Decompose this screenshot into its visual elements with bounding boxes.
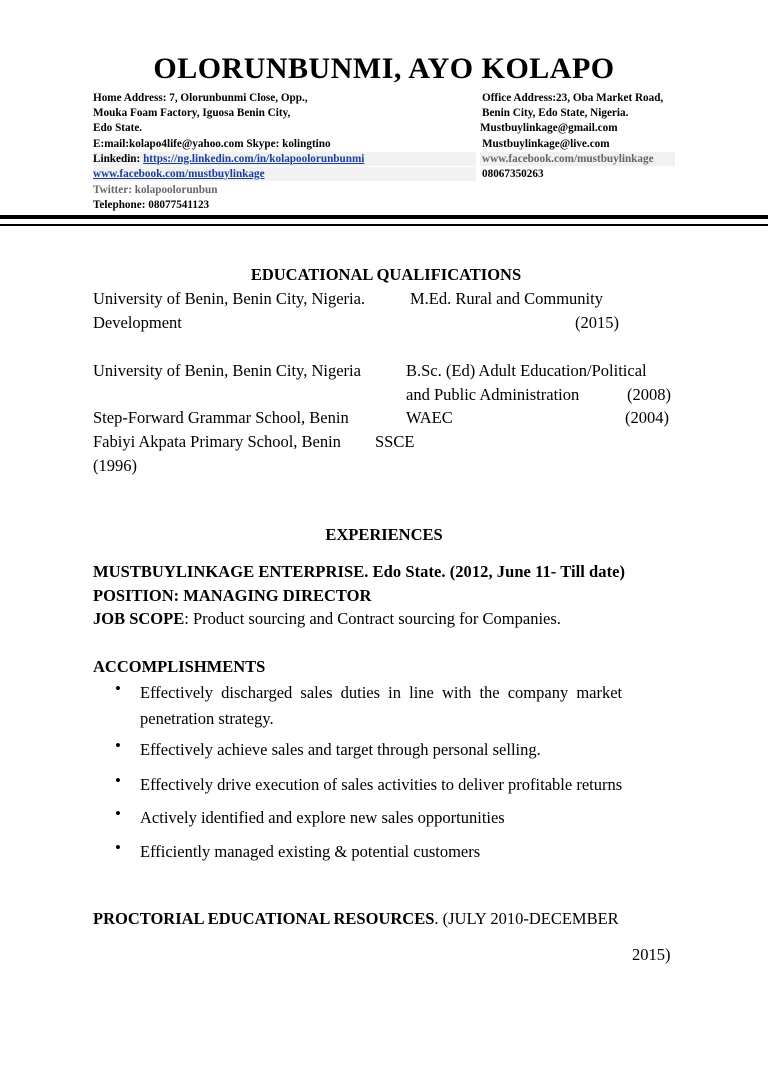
home-address-line-2: Mouka Foam Factory, Iguosa Benin City, <box>93 107 291 119</box>
edu-1-degree-2: Development <box>93 313 182 332</box>
edu-3-school: Step-Forward Grammar School, Benin <box>93 408 349 427</box>
office-address-line-2: Benin City, Edo State, Nigeria. <box>482 107 629 119</box>
accomplishments-heading: ACCOMPLISHMENTS <box>93 657 266 676</box>
edu-4-school: Fabiyi Akpata Primary School, Benin <box>93 432 341 451</box>
bullet-dot: • <box>115 771 121 790</box>
company-1: MUSTBUYLINKAGE ENTERPRISE. Edo State. (2012, June 11- Till date) <box>93 562 626 581</box>
bullet-4: Actively identified and explore new sales opportunities <box>140 808 505 827</box>
edu-2-degree: B.Sc. (Ed) Adult Education/Political <box>406 361 647 380</box>
bullet-1-line-1: Effectively discharged sales duties in line with the company market <box>140 683 623 702</box>
email-skype: E:mail:kolapo4life@yahoo.com Skype: kolingtino <box>93 138 331 150</box>
header-rule-thin <box>0 224 768 226</box>
linkedin-label: Linkedin: <box>93 153 144 165</box>
company-2-dates-end: 2015) <box>632 945 671 964</box>
home-address-line-1: Home Address: 7, Olorunbunmi Close, Opp., <box>93 92 308 104</box>
edu-2-degree-2: and Public Administration <box>406 385 580 404</box>
header-rule-thick <box>0 215 768 219</box>
office-email-2: Mustbuylinkage@live.com <box>482 138 610 150</box>
bullet-dot: • <box>115 838 121 857</box>
edu-4-degree: SSCE <box>375 432 415 451</box>
bullet-dot: • <box>115 804 121 823</box>
edu-4-year: (1996) <box>93 456 137 475</box>
edu-1-degree: M.Ed. Rural and Community <box>410 289 603 308</box>
home-address-line-3: Edo State. <box>93 122 143 134</box>
telephone-line: Telephone: 08077541123 <box>93 199 210 211</box>
job-scope <box>93 607 561 631</box>
company-2-dates: . (JULY 2010-DECEMBER <box>434 909 619 928</box>
company-2 <box>93 907 619 931</box>
edu-3-degree: WAEC <box>406 408 453 427</box>
bullet-dot: • <box>115 679 121 698</box>
office-address-line-1: Office Address:23, Oba Market Road, <box>482 92 664 104</box>
bullet-3: Effectively drive execution of sales activities to deliver profitable returns <box>140 775 623 794</box>
facebook-line <box>93 167 265 183</box>
edu-2-school: University of Benin, Benin City, Nigeria <box>93 361 361 380</box>
bullet-2: Effectively achieve sales and target through personal selling. <box>140 740 541 759</box>
job-scope-label: JOB SCOPE <box>93 609 185 628</box>
linkedin-link[interactable]: https://ng.linkedin.com/in/kolapoolorunbunmi <box>143 153 365 165</box>
company-2-name: PROCTORIAL EDUCATIONAL RESOURCES <box>93 909 435 928</box>
office-email-1: Mustbuylinkage@gmail.com <box>480 122 618 134</box>
office-phone: 08067350263 <box>482 168 544 180</box>
linkedin-line <box>93 152 364 168</box>
twitter-line: Twitter: kolapoolorunbun <box>93 184 218 196</box>
edu-2-year: (2008) <box>627 385 671 404</box>
facebook-link[interactable]: www.facebook.com/mustbuylinkage <box>93 168 265 180</box>
education-heading: EDUCATIONAL QUALIFICATIONS <box>250 265 522 284</box>
edu-1-year: (2015) <box>575 313 619 332</box>
job-scope-text: : Product sourcing and Contract sourcing for Companies. <box>184 609 561 628</box>
bullet-5: Efficiently managed existing & potential customers <box>140 842 481 861</box>
edu-1-school: University of Benin, Benin City, Nigeria. <box>93 289 366 308</box>
position-1: POSITION: MANAGING DIRECTOR <box>93 586 372 605</box>
bullet-1-line-2: penetration strategy. <box>140 709 274 728</box>
edu-3-year: (2004) <box>625 408 669 427</box>
office-facebook: www.facebook.com/mustbuylinkage <box>482 153 654 165</box>
experiences-heading: EXPERIENCES <box>325 525 443 544</box>
bullet-dot: • <box>115 736 121 755</box>
resume-name: OLORUNBUNMI, AYO KOLAPO <box>153 52 615 85</box>
